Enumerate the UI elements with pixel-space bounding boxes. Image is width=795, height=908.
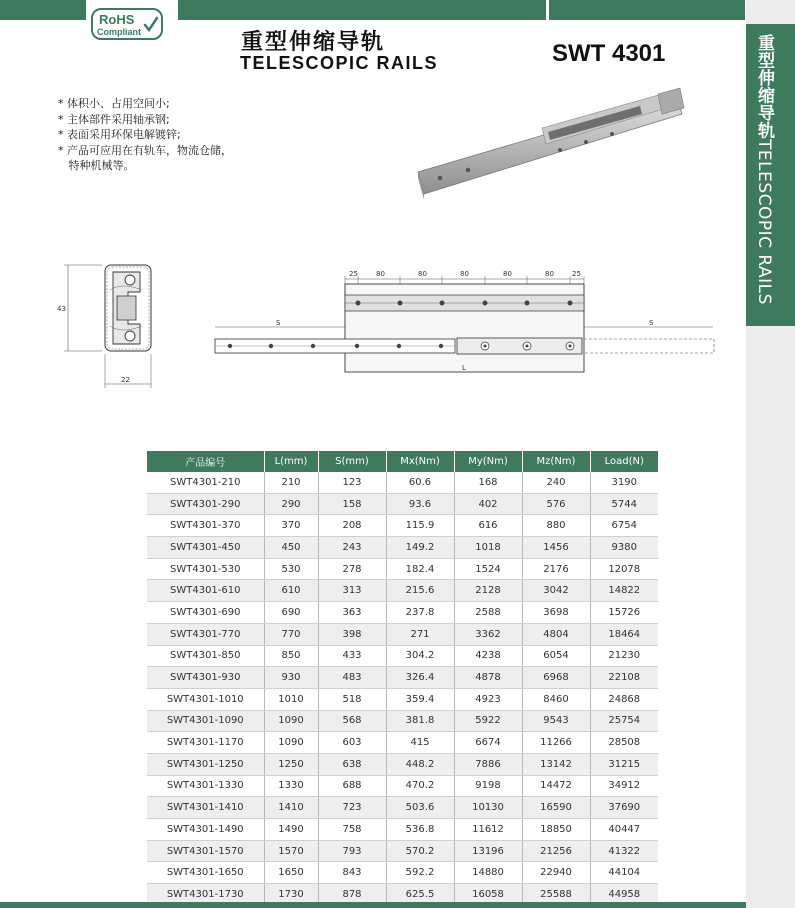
table-cell: 11612 [454,819,522,841]
feature-item: * 主体部件采用轴承钢; [58,112,170,126]
table-cell: 850 [264,645,318,667]
table-cell: 210 [264,472,318,493]
top-bar-right [549,0,745,20]
table-cell: 398 [318,623,386,645]
table-cell: SWT4301-690 [147,602,264,624]
table-row [147,667,658,689]
table-cell: 880 [522,515,590,537]
table-cell: 18464 [590,623,658,645]
cross-section-drawing [50,252,160,392]
table-cell: 24868 [590,688,658,710]
table-cell: 688 [318,775,386,797]
column-header: Mx(Nm) [386,451,454,472]
table-cell: 158 [318,493,386,515]
table-cell: 450 [264,537,318,559]
side-view-drawing [205,262,725,382]
table-cell: 1730 [264,884,318,906]
sidebar-label-en: TELESCOPIC RAILS [754,139,774,305]
height-dimension-label: 43 [57,305,66,313]
table-cell: 8460 [522,688,590,710]
pitch-label: 25 [572,270,581,278]
table-cell: SWT4301-370 [147,515,264,537]
feature-item: * 表面采用环保电解镀锌; [58,128,181,141]
table-cell: 402 [454,493,522,515]
table-cell: 16058 [454,884,522,906]
table-cell: 2588 [454,602,522,624]
table-cell: 4238 [454,645,522,667]
sidebar-label-cn: 重型伸缩导轨 [754,34,774,139]
table-cell: SWT4301-1250 [147,753,264,775]
table-cell: 603 [318,732,386,754]
column-header: 产品编号 [147,451,264,472]
table-cell: 415 [386,732,454,754]
table-cell: 13196 [454,840,522,862]
table-cell: SWT4301-1410 [147,797,264,819]
column-header: L(mm) [264,451,318,472]
table-cell: SWT4301-1170 [147,732,264,754]
pitch-label: 80 [376,270,385,278]
table-cell: 4878 [454,667,522,689]
table-cell: 793 [318,840,386,862]
table-row [147,645,658,667]
table-cell: 44958 [590,884,658,906]
table-cell: 21230 [590,645,658,667]
table-cell: 123 [318,472,386,493]
page-title-en: TELESCOPIC RAILS [240,53,439,73]
table-cell: 1410 [264,797,318,819]
pitch-label: 80 [418,270,427,278]
table-cell: 6968 [522,667,590,689]
feature-item: * 产品可应用在有轨车，物流仓储， [58,143,232,157]
table-cell: 41322 [590,840,658,862]
table-row [147,537,658,559]
table-row [147,819,658,841]
table-cell: 40447 [590,819,658,841]
table-cell: 1010 [264,688,318,710]
table-cell: 568 [318,710,386,732]
table-cell: 610 [264,580,318,602]
table-cell: 168 [454,472,522,493]
table-cell: SWT4301-210 [147,472,264,493]
table-cell: 28508 [590,732,658,754]
stroke-left-label: S [276,319,281,327]
table-cell: 25588 [522,884,590,906]
spec-table [147,451,658,906]
table-header-row [147,451,658,472]
table-cell: 215.6 [386,580,454,602]
length-label: L [462,364,466,372]
table-cell: 1090 [264,732,318,754]
table-cell: SWT4301-1650 [147,862,264,884]
table-cell: 22108 [590,667,658,689]
table-cell: 1250 [264,753,318,775]
table-cell: SWT4301-770 [147,623,264,645]
product-photo [410,80,690,205]
table-cell: 10130 [454,797,522,819]
table-cell: 1524 [454,558,522,580]
table-cell: 182.4 [386,558,454,580]
table-cell: 12078 [590,558,658,580]
table-cell: 304.2 [386,645,454,667]
table-cell: 1330 [264,775,318,797]
table-cell: 1090 [264,710,318,732]
table-row [147,732,658,754]
checkmark-icon [143,16,159,34]
column-header: S(mm) [318,451,386,472]
table-cell: 16590 [522,797,590,819]
table-cell: 1490 [264,819,318,841]
table-cell: 1650 [264,862,318,884]
table-cell: SWT4301-930 [147,667,264,689]
table-cell: 433 [318,645,386,667]
table-cell: 6054 [522,645,590,667]
table-cell: 638 [318,753,386,775]
table-cell: 359.4 [386,688,454,710]
table-cell: SWT4301-450 [147,537,264,559]
pitch-label: 25 [349,270,358,278]
table-cell: 1456 [522,537,590,559]
pitch-label: 80 [460,270,469,278]
table-cell: 470.2 [386,775,454,797]
table-cell: SWT4301-1730 [147,884,264,906]
table-cell: 243 [318,537,386,559]
table-cell: 1570 [264,840,318,862]
width-dimension-label: 22 [121,376,130,384]
table-cell: 570.2 [386,840,454,862]
rohs-compliant-text: Compliant [97,27,141,37]
table-cell: 313 [318,580,386,602]
column-header: Mz(Nm) [522,451,590,472]
table-cell: 93.6 [386,493,454,515]
table-cell: 483 [318,667,386,689]
table-cell: 576 [522,493,590,515]
table-row [147,472,658,493]
table-cell: 930 [264,667,318,689]
table-cell: 44104 [590,862,658,884]
rohs-text: RoHS [99,12,135,27]
table-cell: 843 [318,862,386,884]
table-cell: 115.9 [386,515,454,537]
table-cell: 3042 [522,580,590,602]
table-cell: 690 [264,602,318,624]
table-row [147,493,658,515]
table-cell: 518 [318,688,386,710]
table-cell: 31215 [590,753,658,775]
table-cell: 22940 [522,862,590,884]
table-cell: 14472 [522,775,590,797]
table-cell: 13142 [522,753,590,775]
pitch-label: 80 [545,270,554,278]
table-cell: SWT4301-530 [147,558,264,580]
table-cell: 34912 [590,775,658,797]
table-row [147,688,658,710]
table-row [147,840,658,862]
table-cell: 3190 [590,472,658,493]
sidebar-label [752,34,777,305]
table-cell: 290 [264,493,318,515]
table-cell: 381.8 [386,710,454,732]
table-cell: 6674 [454,732,522,754]
table-cell: 21256 [522,840,590,862]
column-header: Load(N) [590,451,658,472]
table-cell: 4923 [454,688,522,710]
top-bar-left [0,0,86,20]
table-cell: 14880 [454,862,522,884]
feature-item: * 体积小、占用空间小; [58,97,170,110]
table-cell: 11266 [522,732,590,754]
table-cell: SWT4301-1010 [147,688,264,710]
table-row [147,753,658,775]
table-cell: 25754 [590,710,658,732]
table-cell: 5922 [454,710,522,732]
table-cell: 6754 [590,515,658,537]
page-title-cn: 重型伸缩导轨 [241,30,386,55]
table-row [147,797,658,819]
table-cell: 616 [454,515,522,537]
table-row [147,580,658,602]
table-cell: 503.6 [386,797,454,819]
column-header: My(Nm) [454,451,522,472]
table-cell: 723 [318,797,386,819]
table-cell: 7886 [454,753,522,775]
table-cell: 1018 [454,537,522,559]
table-cell: 363 [318,602,386,624]
table-cell: 2128 [454,580,522,602]
table-cell: 271 [386,623,454,645]
table-cell: 448.2 [386,753,454,775]
table-row [147,515,658,537]
table-cell: 592.2 [386,862,454,884]
table-cell: 9543 [522,710,590,732]
table-cell: 237.8 [386,602,454,624]
model-number: SWT 4301 [552,40,666,67]
table-cell: 5744 [590,493,658,515]
table-row [147,602,658,624]
table-cell: SWT4301-1090 [147,710,264,732]
table-cell: 758 [318,819,386,841]
table-cell: 149.2 [386,537,454,559]
table-cell: 60.6 [386,472,454,493]
table-cell: 240 [522,472,590,493]
table-cell: 530 [264,558,318,580]
table-cell: 208 [318,515,386,537]
table-cell: 9198 [454,775,522,797]
table-cell: SWT4301-1570 [147,840,264,862]
table-cell: 9380 [590,537,658,559]
table-cell: 878 [318,884,386,906]
bottom-bar [0,902,746,908]
stroke-right-label: S [649,319,654,327]
table-cell: 2176 [522,558,590,580]
table-cell: 3698 [522,602,590,624]
rohs-badge [91,8,163,40]
table-cell: SWT4301-290 [147,493,264,515]
table-row [147,710,658,732]
table-cell: SWT4301-1330 [147,775,264,797]
table-cell: 278 [318,558,386,580]
table-cell: 326.4 [386,667,454,689]
table-cell: SWT4301-850 [147,645,264,667]
table-cell: 15726 [590,602,658,624]
pitch-label: 80 [503,270,512,278]
table-cell: SWT4301-610 [147,580,264,602]
table-cell: 37690 [590,797,658,819]
table-cell: 770 [264,623,318,645]
table-row [147,862,658,884]
table-cell: 3362 [454,623,522,645]
table-cell: 536.8 [386,819,454,841]
table-cell: 625.5 [386,884,454,906]
feature-list [58,96,232,174]
top-bar-middle [178,0,546,20]
feature-item: 特种机械等。 [58,159,135,172]
table-cell: 370 [264,515,318,537]
table-row [147,558,658,580]
table-cell: SWT4301-1490 [147,819,264,841]
table-cell: 18850 [522,819,590,841]
table-row [147,775,658,797]
table-row [147,623,658,645]
table-cell: 4804 [522,623,590,645]
table-cell: 14822 [590,580,658,602]
